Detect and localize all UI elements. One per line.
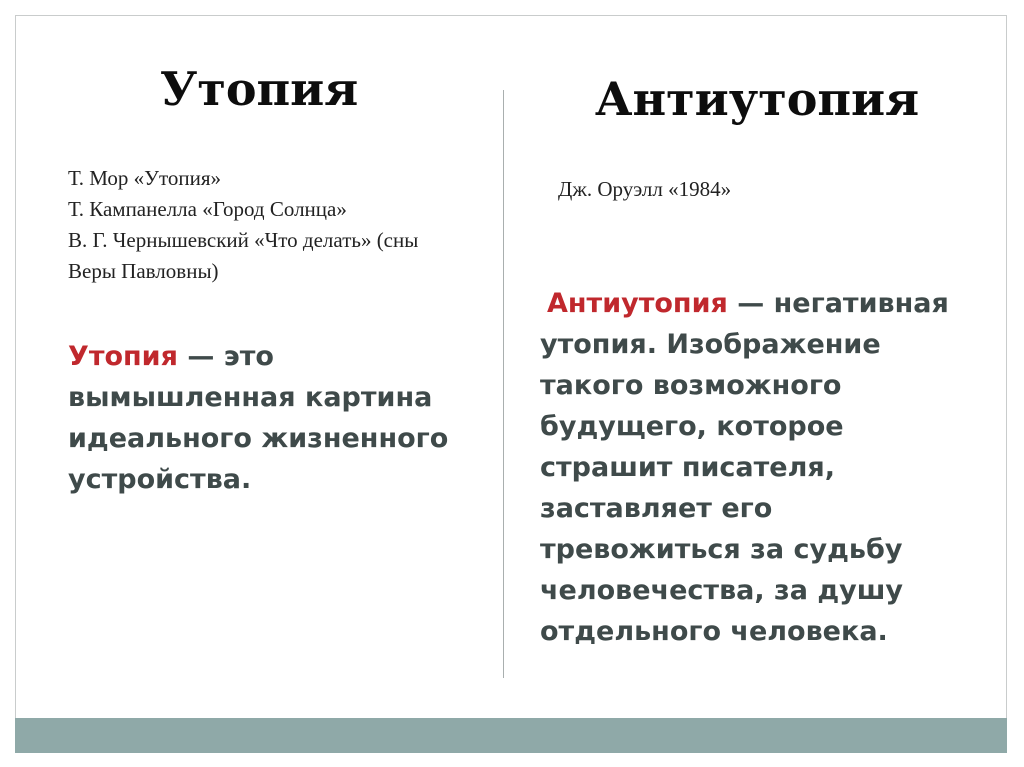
column-divider — [503, 90, 504, 678]
utopia-work-item: Т. Кампанелла «Город Солнца» — [68, 197, 347, 221]
utopia-definition-text: — это вымышленная картина идеального жизненного устройства. — [68, 341, 449, 495]
footer-bar — [15, 718, 1007, 753]
utopia-works-list — [68, 163, 468, 287]
dystopia-definition-text: — негативная утопия. Изображение такого возможного будущего, которое страшит писателя, заставляет его тревожиться за судьбу человечества, за душу отдельного человека. — [540, 288, 949, 647]
utopia-title: Утопия — [160, 62, 359, 116]
dystopia-definition — [540, 283, 980, 652]
utopia-work-item: В. Г. Чернышевский «Что делать» (сны Веры Павловны) — [68, 228, 419, 283]
dystopia-title: Антиутопия — [595, 72, 920, 126]
utopia-definition — [68, 336, 468, 500]
utopia-work-item: Т. Мор «Утопия» — [68, 166, 222, 190]
utopia-definition-term: Утопия — [68, 341, 178, 372]
dystopia-works: Дж. Оруэлл «1984» — [558, 177, 732, 201]
dystopia-definition-term: Антиутопия — [547, 288, 728, 319]
